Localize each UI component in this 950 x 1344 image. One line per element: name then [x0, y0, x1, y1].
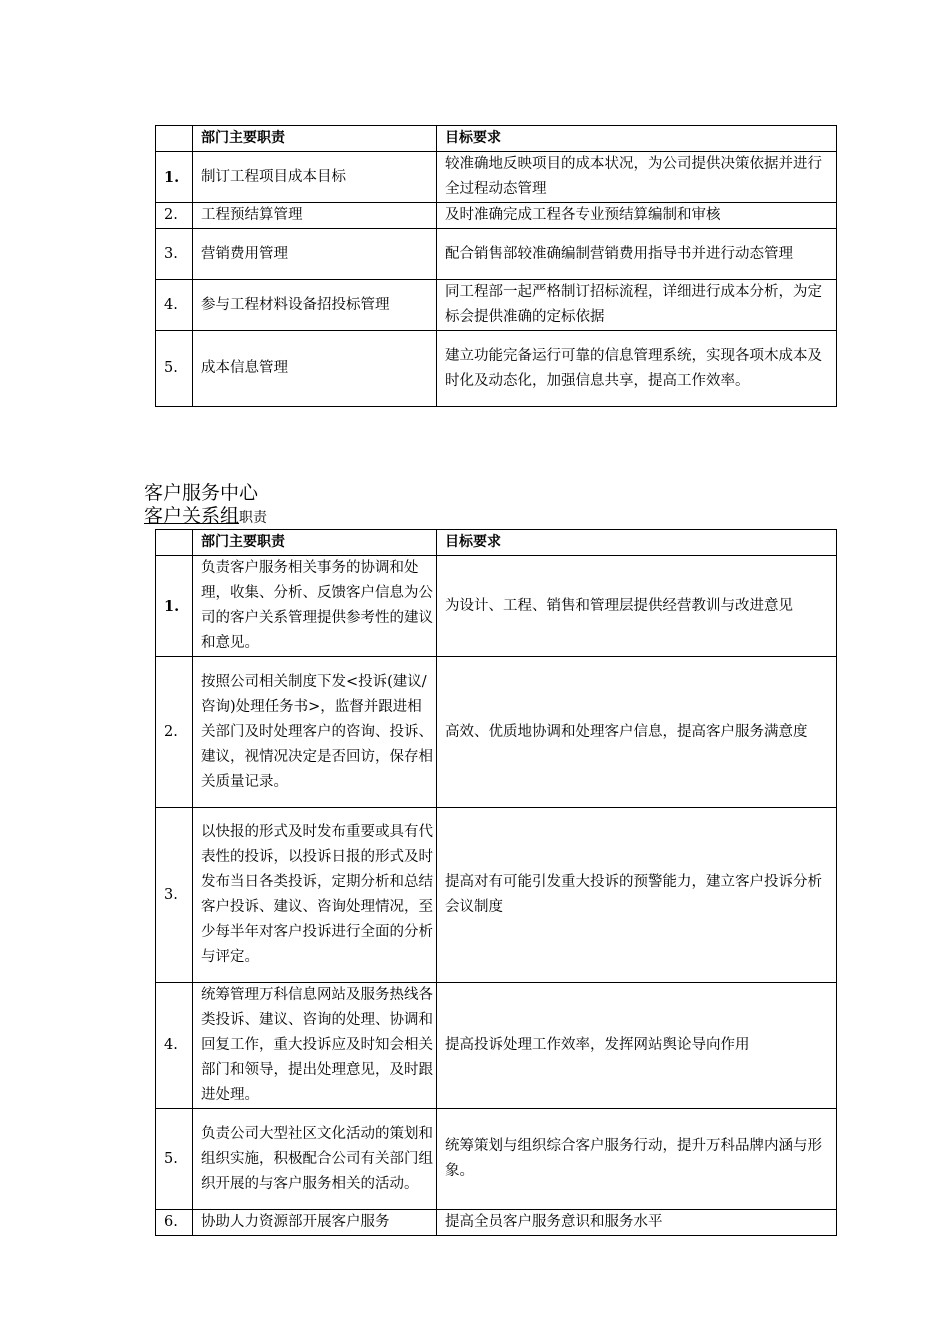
duty-cell: 协助人力资源部开展客户服务 [193, 1210, 437, 1236]
goal-cell: 高效、优质地协调和处理客户信息，提高客户服务满意度 [437, 657, 837, 808]
row-number: 3. [156, 229, 193, 280]
duty-cell: 工程预结算管理 [193, 203, 437, 229]
table-row [156, 203, 837, 229]
duty-cell: 按照公司相关制度下发<投诉(建议/咨询)处理任务书>，监督并跟进相关部门及时处理客户的咨询、投诉、建议，视情况决定是否回访，保存相关质量记录。 [193, 657, 437, 808]
table-row [156, 556, 837, 657]
table-row [156, 657, 837, 808]
row-number: 4. [156, 983, 193, 1109]
row-number: 4. [156, 280, 193, 331]
duty-cell: 制订工程项目成本目标 [193, 152, 437, 203]
table-row [156, 229, 837, 280]
goal-cell: 建立功能完备运行可靠的信息管理系统，实现各项木成本及时化及动态化，加强信息共享，提高工作效率。 [437, 331, 837, 407]
duty-cell: 成本信息管理 [193, 331, 437, 407]
row-number: 1. [156, 556, 193, 657]
table-row [156, 152, 837, 203]
goal-cell: 较准确地反映项目的成本状况，为公司提供决策依据并进行全过程动态管理 [437, 152, 837, 203]
goal-cell: 及时准确完成工程各专业预结算编制和审核 [437, 203, 837, 229]
group-title-text: 客户关系组 [144, 505, 240, 527]
cost-duties-table [155, 125, 837, 407]
table-row [156, 983, 837, 1109]
table-row [156, 1109, 837, 1210]
row-number: 2. [156, 657, 193, 808]
header-cell-duty: 部门主要职责 [193, 126, 437, 152]
row-number: 5. [156, 331, 193, 407]
customer-relations-duties-table [155, 529, 837, 1236]
header-cell-goal: 目标要求 [437, 530, 837, 556]
table-row [156, 331, 837, 407]
row-number: 1. [156, 152, 193, 203]
goal-cell: 统筹策划与组织综合客户服务行动，提升万科品牌内涵与形象。 [437, 1109, 837, 1210]
goal-cell: 提高对有可能引发重大投诉的预警能力，建立客户投诉分析会议制度 [437, 808, 837, 983]
header-cell-num [156, 126, 193, 152]
duty-cell: 营销费用管理 [193, 229, 437, 280]
duty-cell: 负责公司大型社区文化活动的策划和组织实施，积极配合公司有关部门组织开展的与客户服务相关的活动。 [193, 1109, 437, 1210]
goal-cell: 配合销售部较准确编制营销费用指导书并进行动态管理 [437, 229, 837, 280]
section-title: 客户服务中心 [144, 482, 259, 504]
row-number: 3. [156, 808, 193, 983]
header-cell-goal: 目标要求 [437, 126, 837, 152]
table-row [156, 280, 837, 331]
row-number: 5. [156, 1109, 193, 1210]
row-number: 6. [156, 1210, 193, 1236]
duty-cell: 以快报的形式及时发布重要或具有代表性的投诉，以投诉日报的形式及时发布当日各类投诉，定期分析和总结客户投诉、建议、咨询处理情况，至少每半年对客户投诉进行全面的分析与评定。 [193, 808, 437, 983]
goal-cell: 提高全员客户服务意识和服务水平 [437, 1210, 837, 1236]
table-row [156, 1210, 837, 1236]
header-cell-duty: 部门主要职责 [193, 530, 437, 556]
table-row [156, 808, 837, 983]
header-cell-num [156, 530, 193, 556]
table-header-row [156, 530, 837, 556]
group-title [144, 505, 267, 529]
group-title-suffix: 职责 [239, 510, 268, 526]
goal-cell: 提高投诉处理工作效率，发挥网站舆论导向作用 [437, 983, 837, 1109]
goal-cell: 为设计、工程、销售和管理层提供经营教训与改进意见 [437, 556, 837, 657]
row-number: 2. [156, 203, 193, 229]
duty-cell: 负责客户服务相关事务的协调和处理，收集、分析、反馈客户信息为公司的客户关系管理提供参考性的建议和意见。 [193, 556, 437, 657]
goal-cell: 同工程部一起严格制订招标流程，详细进行成本分析，为定标会提供准确的定标依据 [437, 280, 837, 331]
table-header-row [156, 126, 837, 152]
duty-cell: 统筹管理万科信息网站及服务热线各类投诉、建议、咨询的处理、协调和回复工作，重大投诉应及时知会相关部门和领导，提出处理意见，及时跟进处理。 [193, 983, 437, 1109]
duty-cell: 参与工程材料设备招投标管理 [193, 280, 437, 331]
